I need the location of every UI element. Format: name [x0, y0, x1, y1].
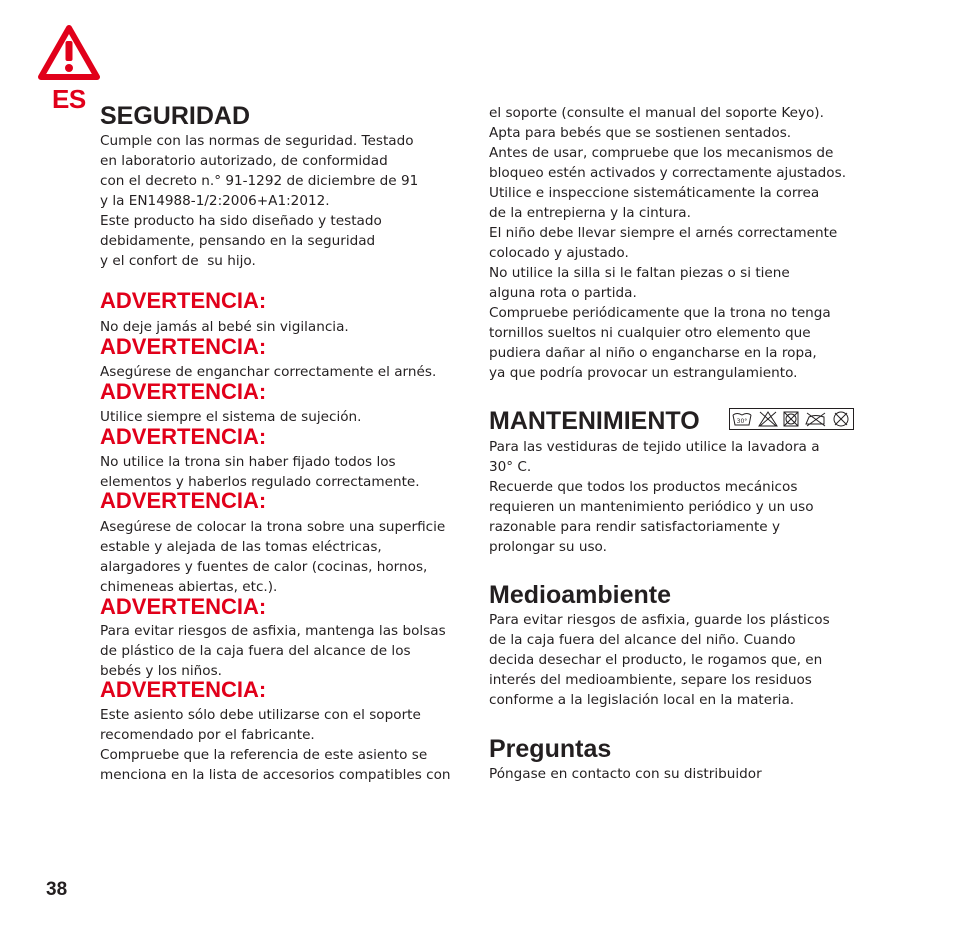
section-title-preguntas: Preguntas	[489, 735, 612, 763]
warning-body-3: Utilice siempre el sistema de sujeción.	[100, 409, 362, 425]
warning-body-4: No utilice la trona sin haber fijado todos los elementos y haberlos regulado correctamente.	[100, 454, 420, 490]
warning-body-6: Para evitar riesgos de asfixia, mantenga las bolsas de plástico de la caja fuera del alcance de los bebés y los niños.	[100, 623, 446, 679]
warning-body-7: Este asiento sólo debe utilizarse con el soporte recomendado por el fabricante. Compruebe que la referencia de este asiento se menciona en la lista de accesorios compatibles con	[100, 707, 451, 783]
warning-title-1: ADVERTENCIA:	[100, 288, 267, 313]
preguntas-body: Póngase en contacto con su distribuidor	[489, 766, 762, 782]
warning-title-3: ADVERTENCIA:	[100, 379, 267, 404]
section-title-seguridad: SEGURIDAD	[100, 102, 251, 130]
care-symbols-icon	[729, 408, 854, 430]
seguridad-body: Cumple con las normas de seguridad. Testado en laboratorio autorizado, de conformidad con el decreto n.° 91-1292 de diciembre de 91 y la EN14988-1/2:2006+A1:2012. Este producto ha sido diseñado y testado debidamente, pensando en la seguridad y el confort de su hijo.	[100, 133, 419, 269]
section-title-mantenimiento: MANTENIMIENTO	[489, 407, 700, 435]
page-number: 38	[46, 879, 68, 900]
language-code: ES	[52, 84, 86, 114]
mantenimiento-body: Para las vestiduras de tejido utilice la lavadora a 30° C. Recuerde que todos los productos mecánicos requieren un mantenimiento periódico y un uso razonable para rendir satisfactoriamente y prolongar su uso.	[489, 439, 820, 555]
warning-title-6: ADVERTENCIA:	[100, 594, 267, 619]
warning-body-2: Asegúrese de enganchar correctamente el arnés.	[100, 364, 437, 380]
warning-title-2: ADVERTENCIA:	[100, 334, 267, 359]
medioambiente-body: Para evitar riesgos de asfixia, guarde los plásticos de la caja fuera del alcance del niño. Cuando decida desechar el producto, le rogamos que, en interés del medioambiente, separe los residuos conforme a la legislación local en la materia.	[489, 612, 830, 708]
continuation-text: el soporte (consulte el manual del soporte Keyo). Apta para bebés que se sostienen sentados. Antes de usar, compruebe que los mecanismos de bloqueo estén activados y correctamente ajustados. Utilice e inspeccione sistemáticamente la correa de la entrepierna y la cintura. El niño debe llevar siempre el arnés correctamente colocado y ajustado. No utilice la silla si le faltan piezas o si tiene alguna rota o partida. Compruebe periódicamente que la trona no tenga tornillos sueltos ni cualquier otro elemento que pudiera dañar al niño o engancharse en la ropa, ya que podría provocar un estrangulamiento.	[489, 105, 847, 381]
warning-body-5: Asegúrese de colocar la trona sobre una superficie estable y alejada de las tomas eléctricas, alargadores y fuentes de calor (cocinas, hornos, chimeneas abiertas, etc.).	[100, 519, 446, 595]
warning-title-7: ADVERTENCIA:	[100, 677, 267, 702]
warning-title-4: ADVERTENCIA:	[100, 424, 267, 449]
section-title-medioambiente: Medioambiente	[489, 581, 671, 609]
warning-triangle-icon	[37, 24, 101, 82]
warning-title-5: ADVERTENCIA:	[100, 488, 267, 513]
warning-body-1: No deje jamás al bebé sin vigilancia.	[100, 319, 349, 335]
wash-temperature-label: 30°	[736, 418, 748, 425]
